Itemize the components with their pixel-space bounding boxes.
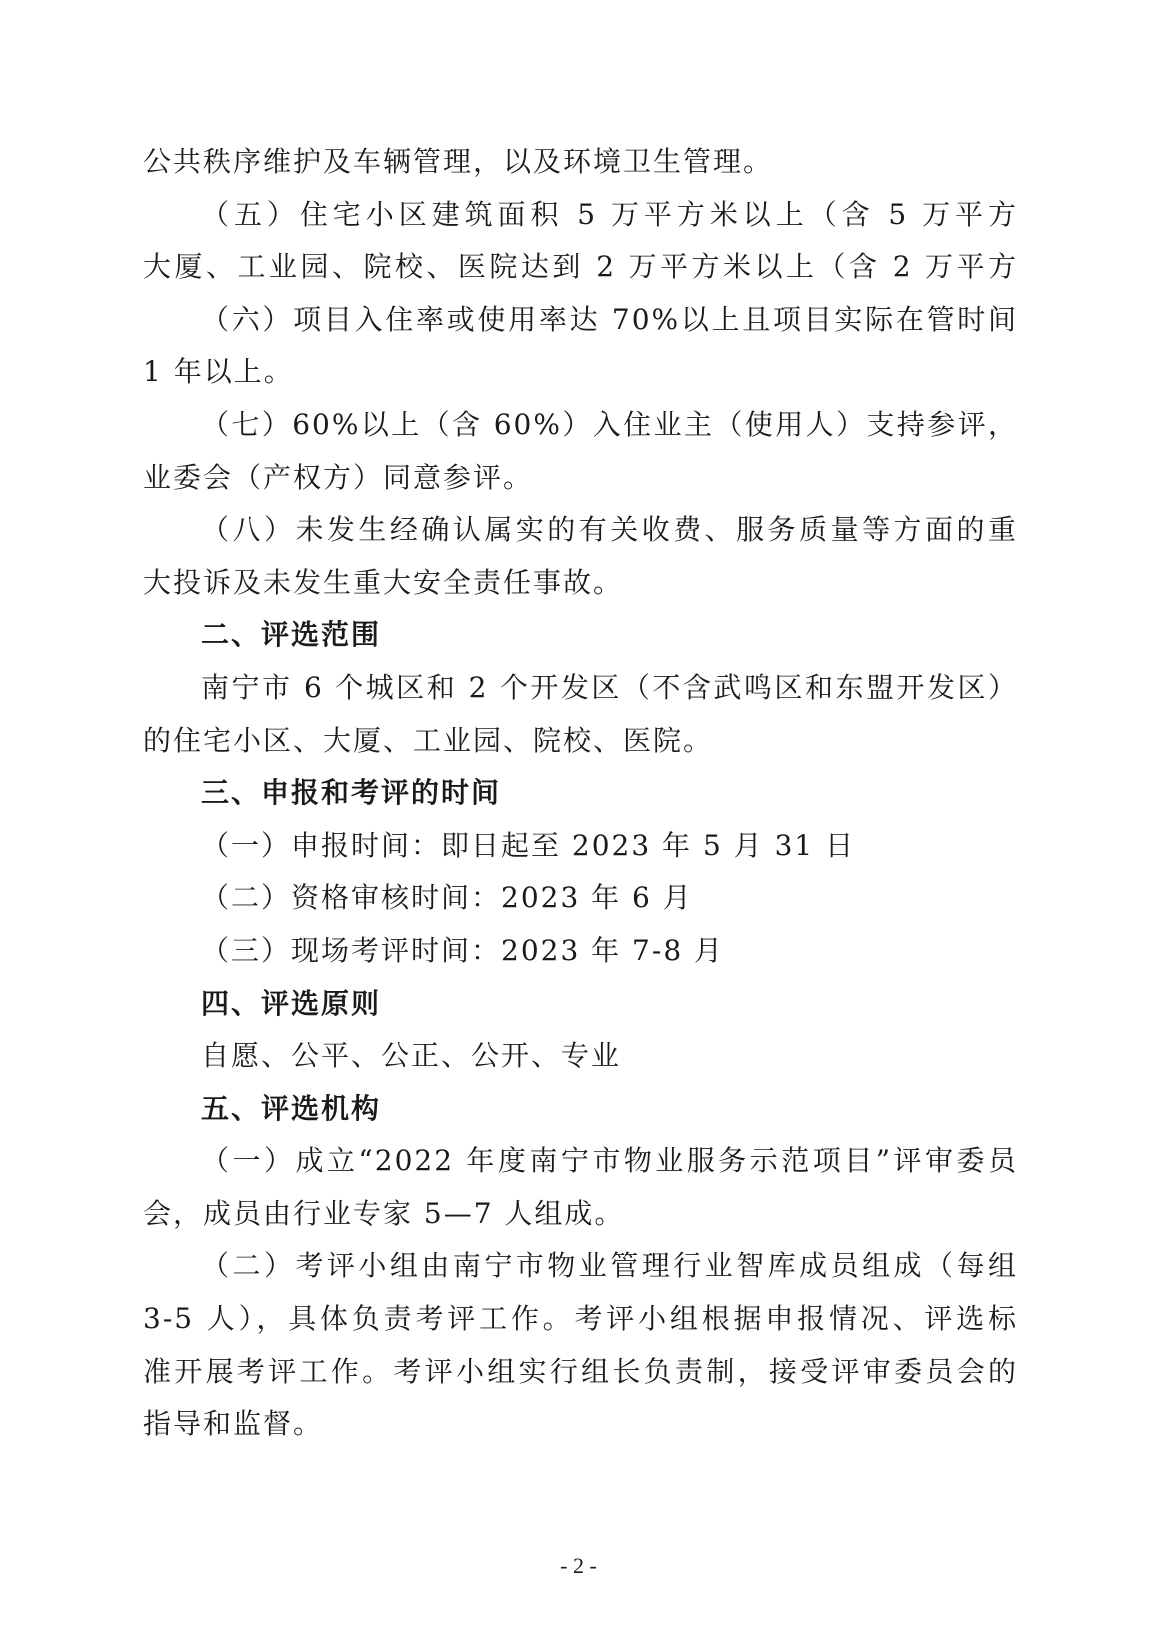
paragraph-line: 的住宅小区、大厦、工业园、院校、医院。 [143,723,714,757]
document-body [143,136,1018,1451]
paragraph-line: 南宁市 6 个城区和 2 个开发区（不含武鸣区和东盟开发区） [201,670,1018,704]
paragraph-line: （二）资格审核时间：2023 年 6 月 [201,881,693,915]
paragraph-line: 准开展考评工作。考评小组实行组长负责制，接受评审委员会的 [143,1354,1018,1388]
paragraph-line: 会，成员由行业专家 5—7 人组成。 [143,1196,625,1230]
paragraph-line: （二）考评小组由南宁市物业管理行业智库成员组成（每组 [201,1249,1018,1283]
paragraph-line: （一）成立“2022 年度南宁市物业服务示范项目”评审委员 [201,1144,1018,1178]
paragraph-line: （六）项目入住率或使用率达 70%以上且项目实际在管时间 [201,302,1018,336]
paragraph-line: 公共秩序维护及车辆管理，以及环境卫生管理。 [143,145,774,178]
paragraph-line: 自愿、公平、公正、公开、专业 [201,1039,622,1073]
paragraph-line: （八）未发生经确认属实的有关收费、服务质量等方面的重 [201,513,1018,547]
paragraph-line: （三）现场考评时间：2023 年 7-8 月 [201,933,725,967]
paragraph-line: 业委会（产权方）同意参评。 [143,460,534,494]
section-heading: 三、申报和考评的时间 [201,776,502,810]
paragraph-line: 大投诉及未发生重大安全责任事故。 [143,565,624,599]
paragraph-line: 1 年以上。 [143,355,294,389]
page-number: - 2 - [560,1553,597,1578]
paragraph-line: （五）住宅小区建筑面积 5 万平方米以上（含 5 万平方 [201,197,1018,231]
paragraph-line: （七）60%以上（含 60%）入住业主（使用人）支持参评， [201,407,1018,441]
paragraph-line: （一）申报时间：即日起至 2023 年 5 月 31 日 [201,828,856,862]
paragraph-line: 3-5 人），具体负责考评工作。考评小组根据申报情况、评选标 [143,1302,1018,1336]
paragraph-line: 大厦、工业园、院校、医院达到 2 万平方米以上（含 2 万平方 [143,250,1018,284]
paragraph-line: 指导和监督。 [143,1407,324,1441]
section-heading: 二、评选范围 [201,618,382,652]
section-heading: 五、评选机构 [201,1091,382,1125]
section-heading: 四、评选原则 [201,986,382,1020]
